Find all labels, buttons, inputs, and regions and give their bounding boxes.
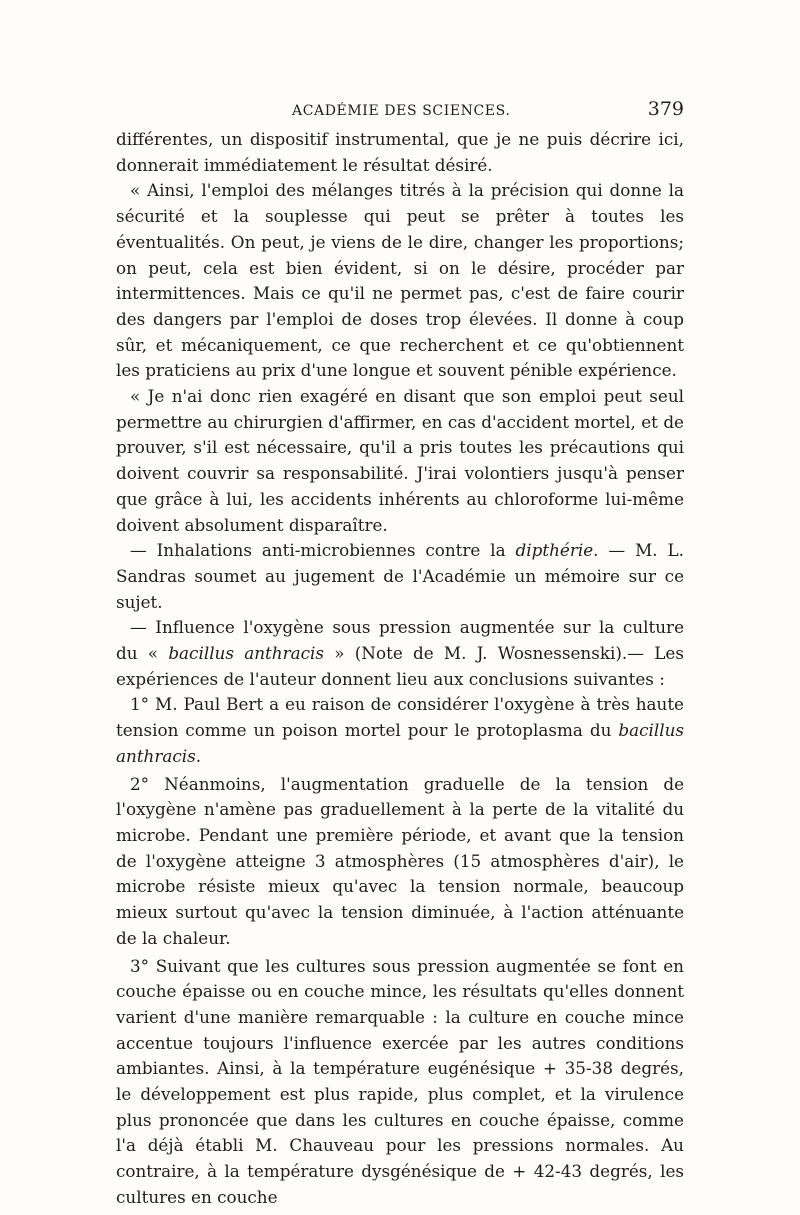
running-title: ACADÉMIE DES SCIENCES. — [292, 103, 511, 119]
paragraph-text: . — M. L. Sandras soumet au jugement de l'Académie un mémoire sur ce sujet. — [116, 540, 684, 612]
italic-term: bacillus anthracis — [168, 643, 324, 664]
paragraph: « Ainsi, l'emploi des mélanges titrés à la précision qui donne la sécurité et la souplesse qui peut se prêter à toutes les éventualités. On peut, je viens de le dire, changer les proportions; on peut, cela est bien évident, si on le désire, procéder par intermittences. Mais ce qu'il ne permet pas, c'est de faire courir des dangers par l'emploi de doses trop élevées. Il donne à coup sûr, et mécaniquement, ce que recherchent et ce qu'obtiennent les praticiens au prix d'une longue et souvent pénible expérience. — [116, 180, 684, 381]
paragraph: différentes, un dispositif instrumental, que je ne puis décrire ici, donnerait immédiatement le résultat désiré. — [116, 129, 684, 175]
paragraph: 3° Suivant que les cultures sous pression augmentée se font en couche épaisse ou en couche mince, les résultats qu'elles donnent varient d'une manière remarquable : la culture en couche mince accentue toujours l'influence exercée par les autres conditions ambiantes. Ainsi, à la température eugénésique + 35-38 degrés, le développement est plus rapide, plus complet, et la virulence plus prononcée que dans les cultures en couche épaisse, comme l'a déjà établi M. Chauveau pour les pressions normales. Au contraire, à la température dysgénésique de + 42-43 degrés, les cultures en couche — [116, 955, 684, 1207]
italic-term: bacillus anthracis — [116, 720, 684, 766]
paragraph-text: 1° M. Paul Bert a eu raison de considérer l'oxygène à très haute tension comme un poison mortel pour le protoplasma du — [116, 694, 684, 741]
paragraph: 2° Néanmoins, l'augmentation graduelle de la tension de l'oxygène n'amène pas graduellement à la perte de la vitalité du microbe. Pendant une première période, et avant que la tension de l'oxygène atteigne 3 atmosphères (15 atmosphères d'air), le microbe résiste mieux qu'avec la tension normale, beaucoup mieux surtout qu'avec la tension diminuée, à l'action atténuante de la chaleur. — [116, 773, 684, 948]
paragraph — [116, 692, 684, 769]
italic-term: dipthérie — [515, 540, 594, 561]
paragraph-text: . — [195, 745, 202, 766]
paragraph-text: — Influence l'oxygène sous pression augmentée sur la culture du « — [116, 617, 684, 664]
page-number: 379 — [647, 98, 684, 120]
paragraph — [116, 538, 684, 615]
page-header — [116, 98, 684, 127]
paragraph-text: — Inhalations anti-microbiennes contre la — [130, 540, 516, 561]
body-text — [116, 127, 684, 1211]
paragraph-text: » (Note de M. J. Wosnessenski).— Les expériences de l'auteur donnent lieu aux conclusions suivantes : — [116, 643, 684, 689]
paragraph: « Je n'ai donc rien exagéré en disant que son emploi peut seul permettre au chirurgien d'affirmer, en cas d'accident mortel, et de prouver, s'il est nécessaire, qu'il a pris toutes les précautions qui doivent couvrir sa responsabilité. J'irai volontiers jusqu'à penser que grâce à lui, les accidents inhérents au chloroforme lui-même doivent absolument disparaître. — [116, 386, 684, 535]
paragraph — [116, 615, 684, 692]
